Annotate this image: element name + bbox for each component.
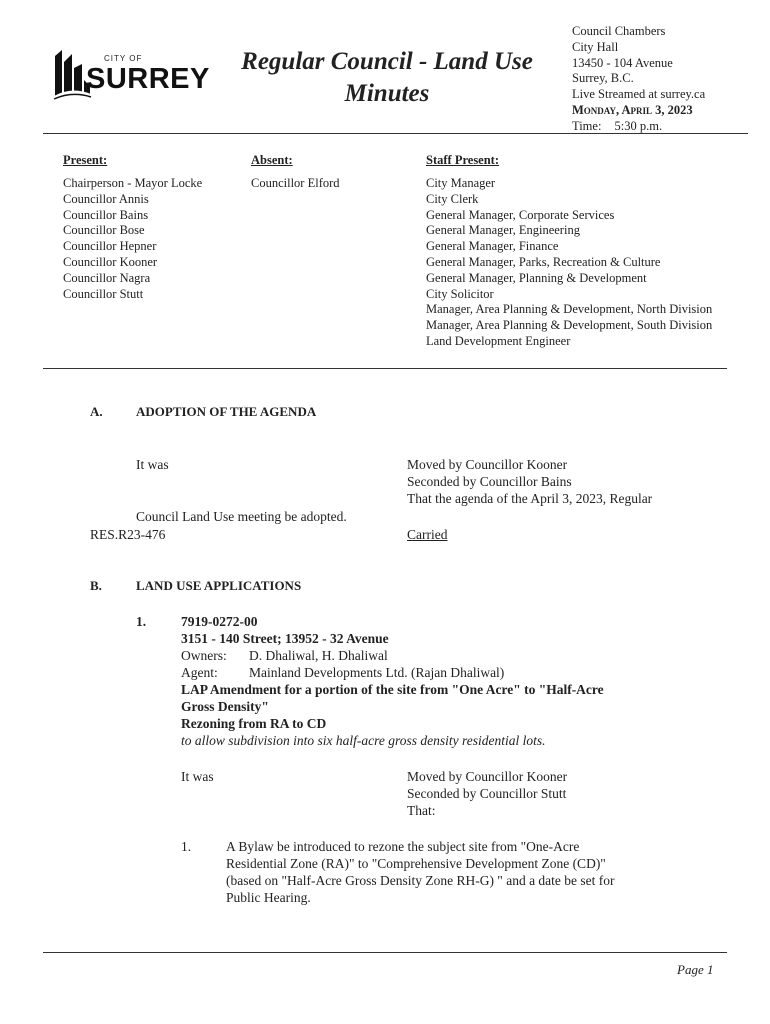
- rezoning: Rezoning from RA to CD: [181, 716, 327, 731]
- list-item: General Manager, Planning & Development: [426, 270, 647, 285]
- list-item: Councillor Bains: [63, 207, 149, 222]
- motion-block: [407, 768, 567, 819]
- purpose: to allow subdivision into six half-acre gross density residential lots.: [181, 733, 546, 748]
- it-was-text: It was: [181, 769, 214, 784]
- list-item: Councillor Annis: [63, 191, 149, 206]
- motion-line: Council Land Use meeting be adopted.: [136, 509, 347, 524]
- lap-amendment: Gross Density": [181, 699, 269, 714]
- list-item: Councillor Kooner: [63, 254, 158, 269]
- absent-list: [251, 176, 340, 192]
- motion-line: That the agenda of the April 3, 2023, Regular: [407, 491, 653, 506]
- present-list: [63, 176, 202, 302]
- owners-row: [181, 647, 604, 664]
- agent-value: Mainland Developments Ltd. (Rajan Dhaliwal): [249, 665, 505, 680]
- meeting-location: [572, 24, 705, 135]
- section-b-title: LAND USE APPLICATIONS: [136, 578, 302, 593]
- list-item: City Solicitor: [426, 286, 494, 301]
- list-item: Councillor Nagra: [63, 270, 151, 285]
- header-divider: [43, 133, 748, 134]
- title-line-2: Minutes: [344, 80, 430, 107]
- list-item: Manager, Area Planning & Development, North Division: [426, 302, 713, 317]
- agent-row: [181, 664, 604, 681]
- file-number: 7919-0272-00: [181, 614, 258, 629]
- list-item: Councillor Stutt: [63, 286, 144, 301]
- list-item: General Manager, Corporate Services: [426, 207, 615, 222]
- owners-value: D. Dhaliwal, H. Dhaliwal: [249, 648, 388, 663]
- that-label: That:: [407, 803, 436, 818]
- list-item: Chairperson - Mayor Locke: [63, 176, 203, 190]
- lap-amendment: LAP Amendment for a portion of the site from "One Acre" to "Half-Acre: [181, 682, 604, 697]
- motion-block: [407, 456, 652, 507]
- site-address: 3151 - 140 Street; 13952 - 32 Avenue: [181, 631, 389, 646]
- list-item: Councillor Hepner: [63, 239, 157, 254]
- page-number: Page 1: [677, 962, 714, 977]
- meeting-date: Monday, April 3, 2023: [572, 102, 693, 117]
- item-number: 1.: [136, 614, 147, 629]
- location-line: City Hall: [572, 39, 619, 54]
- application-details: [181, 613, 604, 749]
- text-line: A Bylaw be introduced to rezone the subject site from "One-Acre: [226, 839, 580, 854]
- text-line: Public Hearing.: [226, 890, 311, 905]
- staff-heading: Staff Present:: [426, 153, 500, 167]
- section-a-title: ADOPTION OF THE AGENDA: [136, 404, 317, 419]
- staff-list: [426, 176, 712, 350]
- text-line: Residential Zone (RA)" to "Comprehensive Development Zone (CD)": [226, 856, 606, 871]
- attendance-divider: [43, 368, 727, 369]
- section-b-letter: B.: [90, 578, 102, 593]
- list-item: Councillor Bose: [63, 223, 145, 238]
- agent-label: Agent:: [181, 665, 218, 680]
- sub-item-number: 1.: [181, 839, 192, 854]
- logo-small-text: CITY OF: [104, 54, 143, 63]
- resolution-number: RES.R23-476: [90, 527, 166, 542]
- list-item: General Manager, Engineering: [426, 223, 580, 238]
- absent-heading: Absent:: [251, 153, 293, 167]
- location-line: Surrey, B.C.: [572, 71, 634, 86]
- list-item: City Manager: [426, 176, 496, 190]
- seconded-by: Seconded by Councillor Stutt: [407, 786, 567, 801]
- seconded-by: Seconded by Councillor Bains: [407, 474, 572, 489]
- list-item: Councillor Elford: [251, 176, 340, 190]
- time-label: Time:: [572, 118, 602, 133]
- list-item: General Manager, Parks, Recreation & Culture: [426, 254, 661, 269]
- section-a-letter: A.: [90, 404, 103, 419]
- footer-divider: [43, 952, 727, 953]
- list-item: City Clerk: [426, 191, 479, 206]
- location-line: Live Streamed at surrey.ca: [572, 87, 706, 102]
- list-item: Land Development Engineer: [426, 333, 571, 348]
- it-was-text: It was: [136, 457, 169, 472]
- logo-text: SURREY: [86, 63, 210, 95]
- location-line: 13450 - 104 Avenue: [572, 55, 673, 70]
- time-value: 5:30 p.m.: [614, 118, 663, 133]
- title-line-1: Regular Council - Land Use: [241, 48, 533, 75]
- present-heading: Present:: [63, 153, 108, 167]
- text-line: (based on "Half-Acre Gross Density Zone RH-G) " and a date be set for: [226, 873, 615, 888]
- page-title: [208, 46, 566, 110]
- motion-result: Carried: [407, 527, 448, 542]
- list-item: General Manager, Finance: [426, 239, 559, 254]
- moved-by: Moved by Councillor Kooner: [407, 457, 568, 472]
- owners-label: Owners:: [181, 648, 227, 663]
- moved-by: Moved by Councillor Kooner: [407, 769, 568, 784]
- list-item: Manager, Area Planning & Development, South Division: [426, 318, 713, 333]
- location-line: Council Chambers: [572, 24, 666, 38]
- sub-item-text: [226, 838, 615, 906]
- city-of-surrey-logo: [52, 46, 210, 102]
